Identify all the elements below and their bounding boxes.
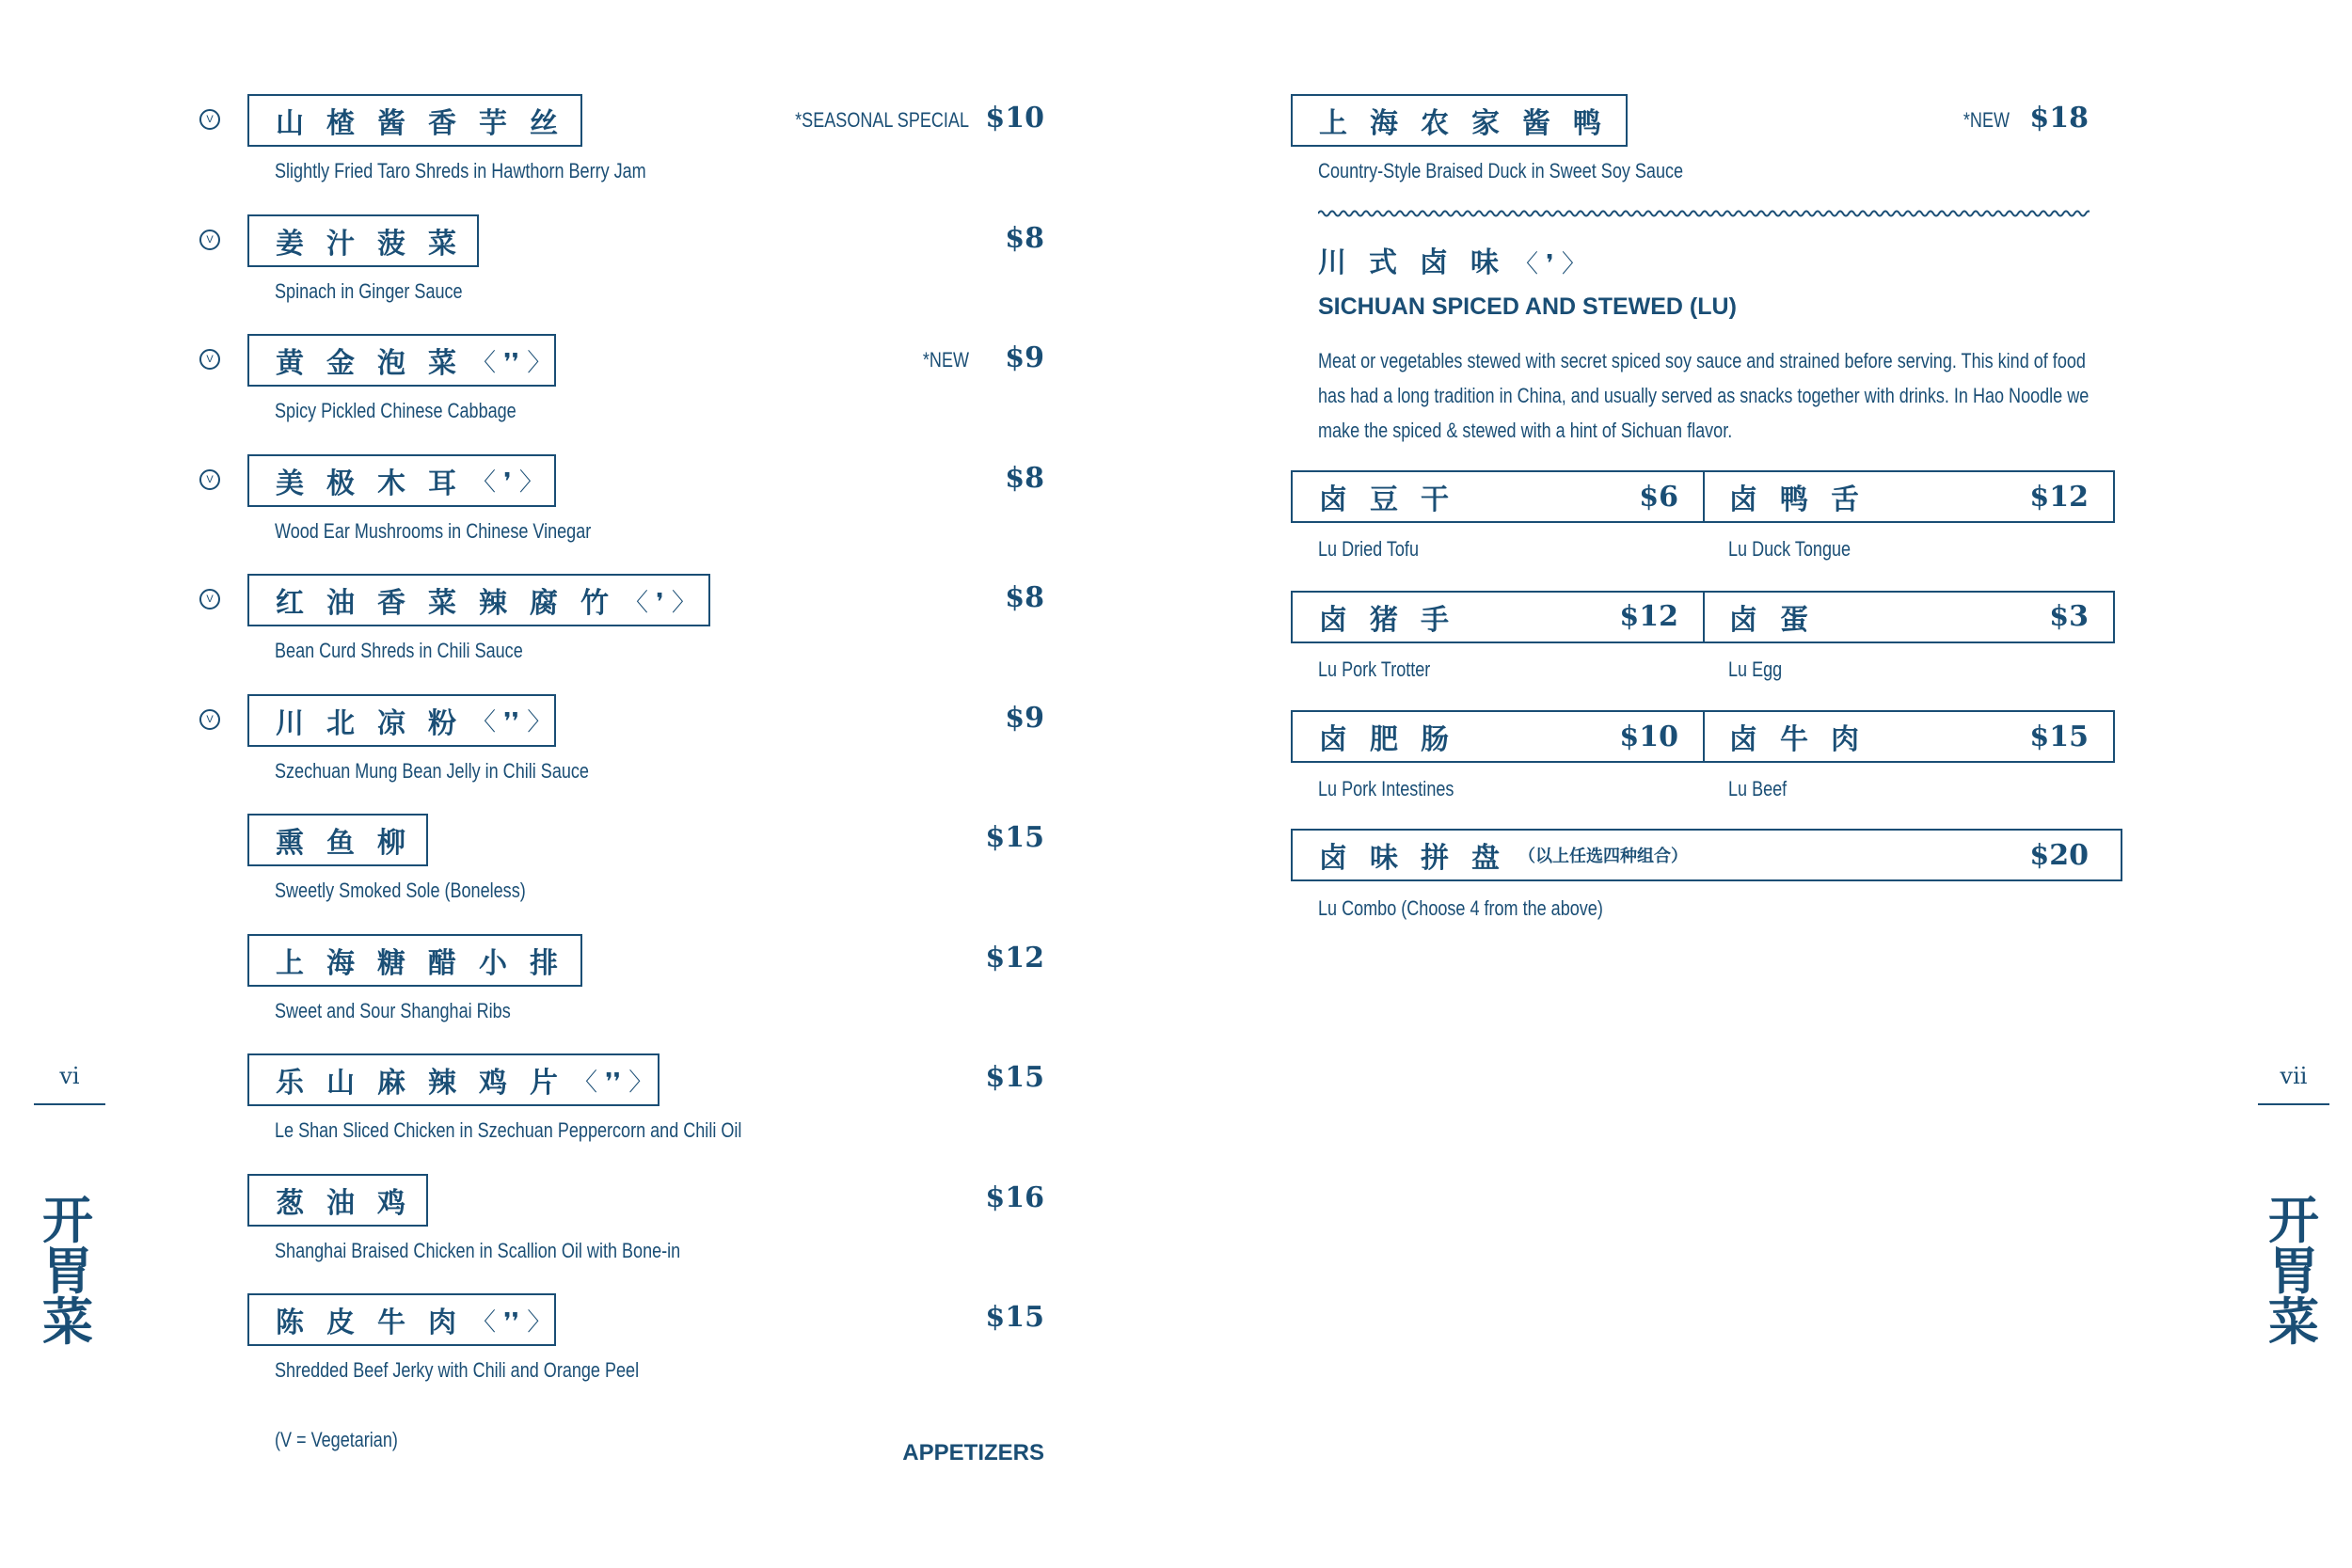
- dish-name-box: [247, 934, 582, 987]
- lu-item-price: $3: [2049, 600, 2089, 633]
- lu-item: [1729, 593, 2113, 641]
- lu-item-en: Lu Duck Tongue: [1728, 537, 1851, 561]
- lu-combo-price: $20: [2029, 838, 2089, 872]
- lu-item-price: $10: [1619, 720, 1678, 753]
- lu-section-cn-title: [1318, 239, 1586, 280]
- wavy-divider: [1318, 207, 2090, 220]
- dish-name-en: Sweetly Smoked Sole (Boneless): [275, 879, 526, 902]
- lu-cell-divider: [1703, 712, 1705, 761]
- lu-item-price: $12: [1619, 600, 1678, 633]
- dish-name-cn: 葱油鸡: [276, 1186, 428, 1220]
- lu-combo-sub: （以上任选四种组合）: [1518, 847, 1688, 866]
- dish-name-cn: 红油香菜辣腐竹: [276, 587, 631, 620]
- lu-item-cn: 卤牛肉: [1729, 723, 1882, 756]
- lu-combo-cn: 卤味拼盘: [1319, 842, 1522, 875]
- vegetarian-icon: V: [199, 709, 220, 730]
- dish-price: $15: [985, 1301, 1044, 1334]
- dish-name-cn: 陈皮牛肉: [276, 1307, 479, 1339]
- lu-cell-divider: [1703, 593, 1705, 641]
- dish-price: $16: [985, 1180, 1044, 1214]
- dish-name-en: Slightly Fried Taro Shreds in Hawthorn Berry Jam: [275, 159, 646, 182]
- dish-price: $15: [985, 821, 1044, 854]
- dish-name-en: Spinach in Ginger Sauce: [275, 278, 463, 303]
- dish-name-en: Le Shan Sliced Chicken in Szechuan Peppercorn and Chili Oil: [275, 1118, 742, 1142]
- dish-name-cn: 姜汁菠菜: [276, 227, 479, 261]
- dish-name-box: [247, 574, 710, 626]
- lu-item-en: Lu Pork Trotter: [1318, 657, 1431, 681]
- side-title-char: 菜: [42, 1291, 93, 1352]
- spice-level-icon: 〈 ❜❜ 〉: [471, 1307, 552, 1337]
- spice-level-icon: 〈 ❜❜ 〉: [573, 1068, 654, 1097]
- lu-combo-en: Lu Combo (Choose 4 from the above): [1318, 896, 1603, 920]
- lu-item: [1319, 712, 1703, 761]
- vegetarian-icon: V: [199, 589, 220, 610]
- vegetarian-icon: V: [199, 109, 220, 130]
- vegetarian-icon: V: [199, 230, 220, 250]
- dish-name-en: Country-Style Braised Duck in Sweet Soy Sauce: [1318, 159, 1684, 182]
- dish-name-cn: 上海糖醋小排: [276, 946, 580, 980]
- lu-row: [1291, 710, 2115, 763]
- vegetarian-icon: V: [199, 349, 220, 370]
- side-title-right: [2265, 1190, 2322, 1352]
- lu-item-en: Lu Egg: [1728, 657, 1783, 681]
- dish-name-box: [247, 454, 556, 507]
- lu-item-cn: 卤肥肠: [1319, 723, 1471, 756]
- dish-name-box: [247, 1053, 660, 1106]
- lu-item: [1729, 472, 2113, 521]
- dish-name-en: Shredded Beef Jerky with Chili and Orange Peel: [275, 1358, 640, 1382]
- dish-name-cn: 熏鱼柳: [276, 827, 428, 860]
- lu-section-title: SICHUAN SPICED AND STEWED (LU): [1318, 293, 1737, 320]
- dish-name-box: [247, 814, 428, 866]
- lu-cn-title-text: 川式卤味: [1318, 246, 1521, 279]
- vegetarian-footnote: (V = Vegetarian): [275, 1428, 398, 1451]
- dish-note: *NEW: [922, 348, 969, 372]
- side-title-char: 菜: [2268, 1291, 2319, 1352]
- side-title-char: 胃: [2268, 1241, 2319, 1301]
- section-label-appetizers: APPETIZERS: [902, 1440, 1044, 1465]
- dish-price: $18: [2029, 102, 2089, 135]
- dish-name-en: Bean Curd Shreds in Chili Sauce: [275, 639, 523, 662]
- dish-name-box: [247, 334, 556, 387]
- lu-description: Meat or vegetables stewed with secret spiced soy sauce and strained before serving. This kind of food has had a long tradition in China, and usually served as snacks together with drinks. In Hao Noodle we make the spiced & stewed with a hint of Sichuan flavor.: [1318, 349, 2090, 442]
- lu-item-price: $12: [2029, 480, 2089, 514]
- dish-name-en: Szechuan Mung Bean Jelly in Chili Sauce: [275, 758, 589, 783]
- lu-item: [1319, 472, 1703, 521]
- dish-name-box: [247, 1293, 556, 1346]
- lu-row: [1291, 470, 2115, 523]
- spice-level-icon: 〈 ❜❜ 〉: [471, 348, 552, 377]
- lu-item-price: $6: [1639, 480, 1678, 514]
- dish-name-cn: 黄金泡菜: [276, 347, 479, 380]
- dish-name-box: [247, 694, 556, 747]
- lu-combo-box: [1291, 829, 2122, 881]
- lu-item-cn: 卤猪手: [1319, 603, 1471, 637]
- dish-name-en: Shanghai Braised Chicken in Scallion Oil with Bone-in: [275, 1238, 681, 1262]
- dish-name-cn: 乐山麻辣鸡片: [276, 1067, 580, 1100]
- side-title-left: [40, 1190, 96, 1352]
- dish-name-en: Sweet and Sour Shanghai Ribs: [275, 998, 511, 1022]
- dish-price: $9: [1005, 341, 1044, 374]
- dish-note-new: *NEW: [1963, 108, 2010, 132]
- lu-cell-divider: [1703, 472, 1705, 521]
- dish-name-box: [247, 214, 479, 267]
- dish-price: $8: [1005, 461, 1044, 495]
- dish-name-cn: 美极木耳: [276, 467, 479, 500]
- page-number-left: vi: [59, 1063, 80, 1089]
- lu-item-en: Lu Beef: [1728, 777, 1788, 800]
- vegetarian-icon: V: [199, 469, 220, 490]
- dish-name-en: Spicy Pickled Chinese Cabbage: [275, 399, 516, 422]
- dish-name-en: Wood Ear Mushrooms in Chinese Vinegar: [275, 518, 592, 543]
- dish-name-cn: 山楂酱香芋丝: [276, 107, 580, 140]
- lu-item-en: Lu Dried Tofu: [1318, 537, 1419, 561]
- page-number-divider-left: [34, 1103, 105, 1105]
- spice-level-icon: 〈 ❜ 〉: [471, 468, 544, 497]
- lu-item-en: Lu Pork Intestines: [1318, 777, 1454, 800]
- page-number-divider-right: [2258, 1103, 2329, 1105]
- dish-name-box: [247, 1174, 428, 1227]
- spice-level-icon: 〈 ❜ 〉: [624, 588, 696, 617]
- lu-item-cn: 卤蛋: [1729, 603, 1831, 637]
- dish-price: $10: [985, 102, 1044, 135]
- dish-price: $15: [985, 1061, 1044, 1094]
- side-title-char: 开: [42, 1190, 93, 1250]
- dish-price: $12: [985, 941, 1044, 974]
- lu-item-price: $15: [2029, 720, 2089, 753]
- dish-price: $9: [1005, 701, 1044, 735]
- lu-row: [1291, 591, 2115, 643]
- dish-price: $8: [1005, 221, 1044, 255]
- lu-item: [1319, 593, 1703, 641]
- dish-note: *SEASONAL SPECIAL: [795, 108, 969, 132]
- side-title-char: 开: [2268, 1190, 2319, 1250]
- dish-name-cn: 川北凉粉: [276, 706, 479, 740]
- lu-item-cn: 卤鸭舌: [1729, 483, 1882, 516]
- dish-name-cn: 上海农家酱鸭: [1319, 107, 1624, 140]
- page-number-right: vii: [2280, 1063, 2308, 1089]
- spice-level-icon: 〈 ❜❜ 〉: [471, 708, 552, 736]
- lu-item: [1729, 712, 2113, 761]
- dish-name-box: [247, 94, 582, 147]
- lu-item-cn: 卤豆干: [1319, 483, 1471, 516]
- dish-name-braised-duck: [1291, 94, 1628, 147]
- dish-price: $8: [1005, 581, 1044, 614]
- side-title-char: 胃: [42, 1241, 93, 1301]
- spice-level-icon: 〈 ❜ 〉: [1514, 250, 1586, 278]
